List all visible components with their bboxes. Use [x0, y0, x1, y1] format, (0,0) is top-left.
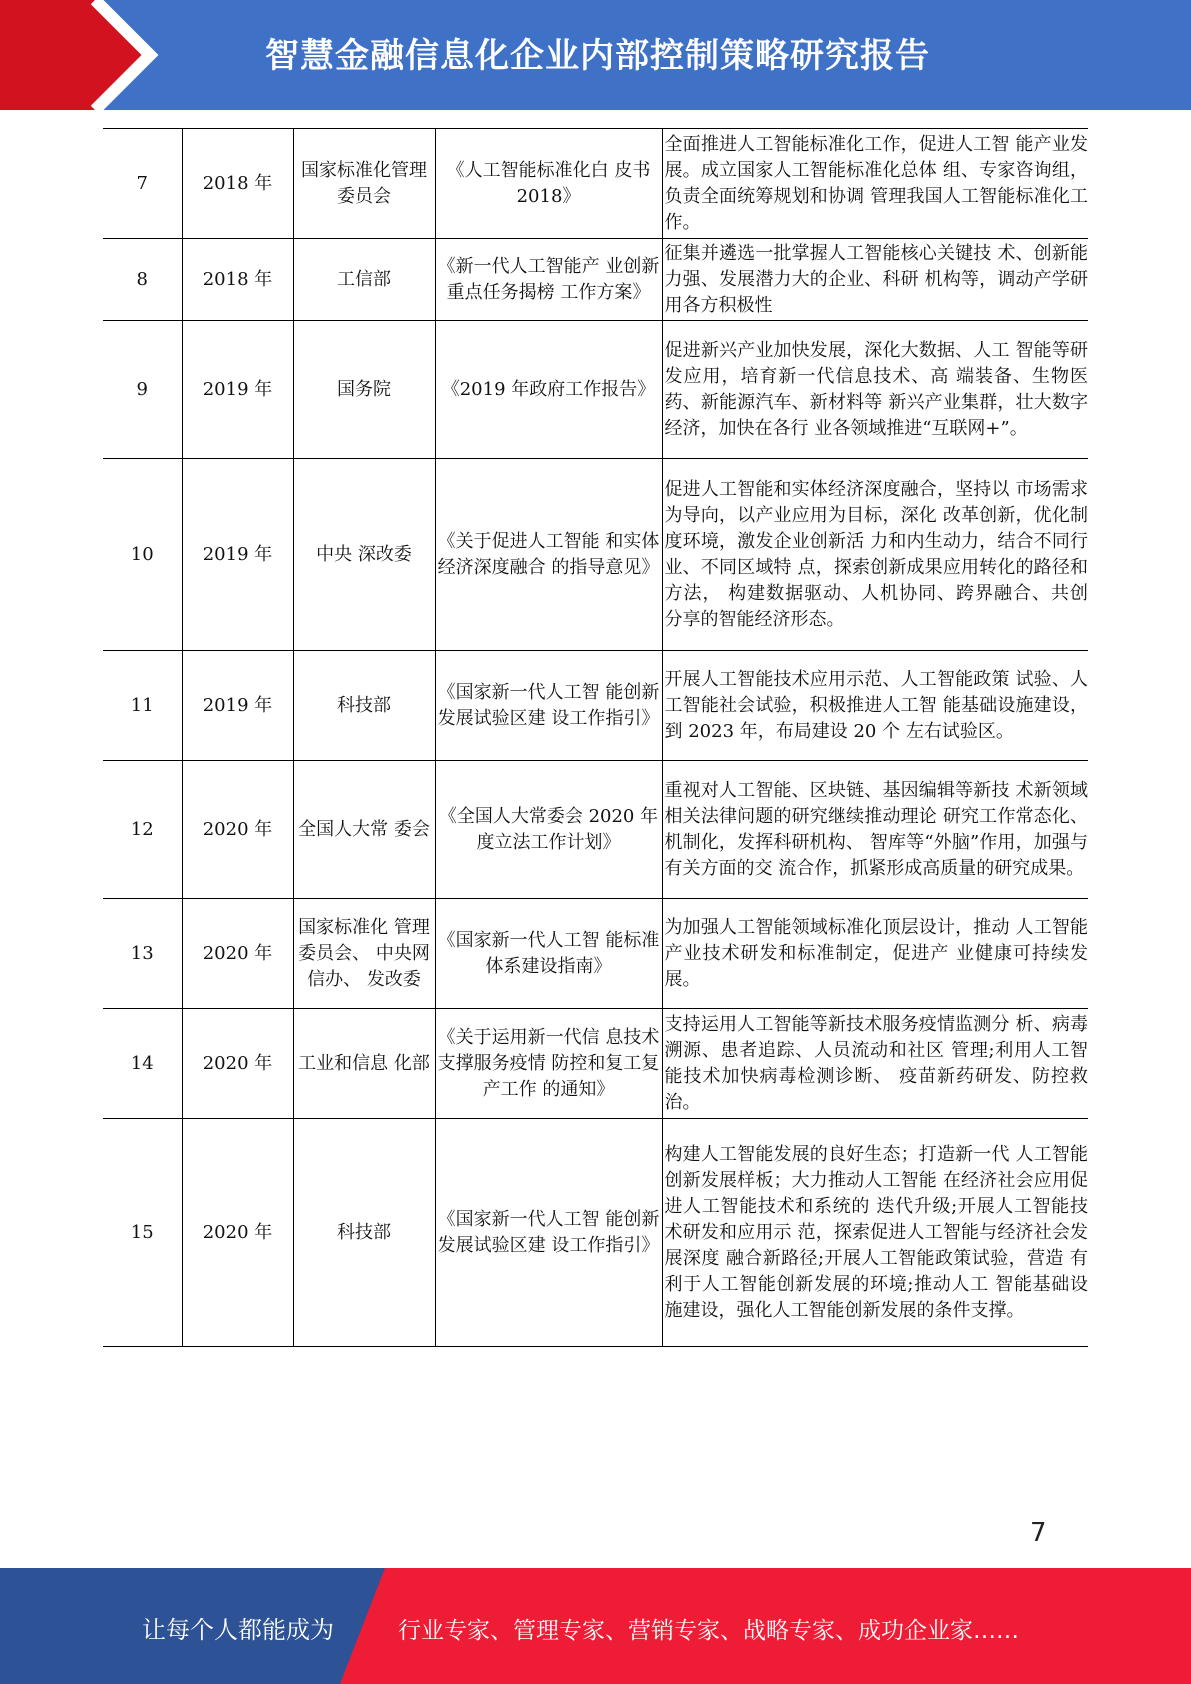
row-description: 促进新兴产业加快发展，深化大数据、人工 智能等研发应用，培育新一代信息技术、高 端装备、生物医药、新能源汽车、新材料等 新兴产业集群，壮大数字经济，加快在各行 业各领域推进“互联网+”。	[662, 321, 1088, 459]
row-number: 9	[103, 321, 182, 459]
table-row	[103, 459, 1088, 651]
row-organization: 中央 深改委	[293, 459, 435, 651]
row-description: 重视对人工智能、区块链、基因编辑等新技 术新领域相关法律问题的研究继续推动理论 研究工作常态化、机制化，发挥科研机构、 智库等“外脑”作用，加强与有关方面的交 流合作，抓紧形成高质量的研究成果。	[662, 761, 1088, 899]
row-year: 2020 年	[182, 899, 293, 1009]
row-organization: 工信部	[293, 239, 435, 321]
row-year: 2020 年	[182, 761, 293, 899]
row-description: 开展人工智能技术应用示范、人工智能政策 试验、人工智能社会试验，积极推进人工智 能基础设施建设，到 2023 年，布局建设 20 个 左右试验区。	[662, 651, 1088, 761]
row-number: 14	[103, 1009, 182, 1119]
footer-slogan-right: 行业专家、管理专家、营销专家、战略专家、成功企业家……	[398, 1618, 1019, 1644]
table-row	[103, 1009, 1088, 1119]
row-description: 支持运用人工智能等新技术服务疫情监测分 析、病毒溯源、患者追踪、人员流动和社区 管理;利用人工智能技术加快病毒检测诊断、 疫苗新药研发、防控救治。	[662, 1009, 1088, 1119]
row-year: 2018 年	[182, 129, 293, 239]
row-number: 7	[103, 129, 182, 239]
row-organization: 科技部	[293, 651, 435, 761]
row-document: 《新一代人工智能产 业创新重点任务揭榜 工作方案》	[435, 239, 662, 321]
row-document: 《人工智能标准化白 皮书 2018》	[435, 129, 662, 239]
row-description: 全面推进人工智能标准化工作，促进人工智 能产业发展。成立国家人工智能标准化总体 组、专家咨询组，负责全面统筹规划和协调 管理我国人工智能标准化工作。	[662, 129, 1088, 239]
row-description: 构建人工智能发展的良好生态；打造新一代 人工智能创新发展样板；大力推动人工智能 在经济社会应用促进人工智能技术和系统的 迭代升级;开展人工智能技术研发和应用示 范，探索促进人工智能与经济社会发展深度 融合新路径;开展人工智能政策试验，营造 有利于人工智能创新发展的环境;推动人工 智能基础设施建设，强化人工智能创新发展的条件支撑。	[662, 1119, 1088, 1347]
row-number: 11	[103, 651, 182, 761]
page-footer	[0, 1568, 1191, 1684]
row-document: 《国家新一代人工智 能标准体系建设指南》	[435, 899, 662, 1009]
row-year: 2020 年	[182, 1009, 293, 1119]
table-row	[103, 129, 1088, 239]
table-row	[103, 761, 1088, 899]
row-description: 征集并遴选一批掌握人工智能核心关键技 术、创新能力强、发展潜力大的企业、科研 机构等，调动产学研用各方积极性	[662, 239, 1088, 321]
row-document: 《关于促进人工智能 和实体经济深度融合 的指导意见》	[435, 459, 662, 651]
row-organization: 科技部	[293, 1119, 435, 1347]
table-row	[103, 1119, 1088, 1347]
row-number: 15	[103, 1119, 182, 1347]
row-document: 《全国人大常委会 2020 年度立法工作计划》	[435, 761, 662, 899]
policy-table	[103, 128, 1088, 1347]
table-row	[103, 321, 1088, 459]
row-number: 12	[103, 761, 182, 899]
row-organization: 国家标准化管理委员会	[293, 129, 435, 239]
row-number: 13	[103, 899, 182, 1009]
row-year: 2019 年	[182, 651, 293, 761]
row-description: 促进人工智能和实体经济深度融合，坚持以 市场需求为导向，以产业应用为目标，深化 改革创新，优化制度环境，激发企业创新活 力和内生动力，结合不同行业、不同区域特 点，探索创新成果应用转化的路径和方法， 构建数据驱动、人机协同、跨界融合、共创 分享的智能经济形态。	[662, 459, 1088, 651]
row-year: 2019 年	[182, 321, 293, 459]
row-description: 为加强人工智能领域标准化顶层设计，推动 人工智能产业技术研发和标准制定，促进产 业健康可持续发展。	[662, 899, 1088, 1009]
row-number: 8	[103, 239, 182, 321]
row-year: 2018 年	[182, 239, 293, 321]
row-organization: 全国人大常 委会	[293, 761, 435, 899]
row-document: 《国家新一代人工智 能创新发展试验区建 设工作指引》	[435, 651, 662, 761]
row-document: 《关于运用新一代信 息技术支撑服务疫情 防控和复工复产工作 的通知》	[435, 1009, 662, 1119]
report-title: 智慧金融信息化企业内部控制策略研究报告	[265, 36, 930, 76]
row-organization: 国家标准化 管理委员会、 中央网信办、 发改委	[293, 899, 435, 1009]
table-row	[103, 899, 1088, 1009]
row-number: 10	[103, 459, 182, 651]
row-year: 2019 年	[182, 459, 293, 651]
page-number: 7	[1030, 1518, 1047, 1548]
row-document: 《国家新一代人工智 能创新发展试验区建 设工作指引》	[435, 1119, 662, 1347]
row-organization: 工业和信息 化部	[293, 1009, 435, 1119]
row-document: 《2019 年政府工作报告》	[435, 321, 662, 459]
row-year: 2020 年	[182, 1119, 293, 1347]
row-organization: 国务院	[293, 321, 435, 459]
page-header	[0, 0, 1191, 110]
table-row	[103, 651, 1088, 761]
table-row	[103, 239, 1088, 321]
footer-slogan-left: 让每个人都能成为	[142, 1616, 334, 1644]
